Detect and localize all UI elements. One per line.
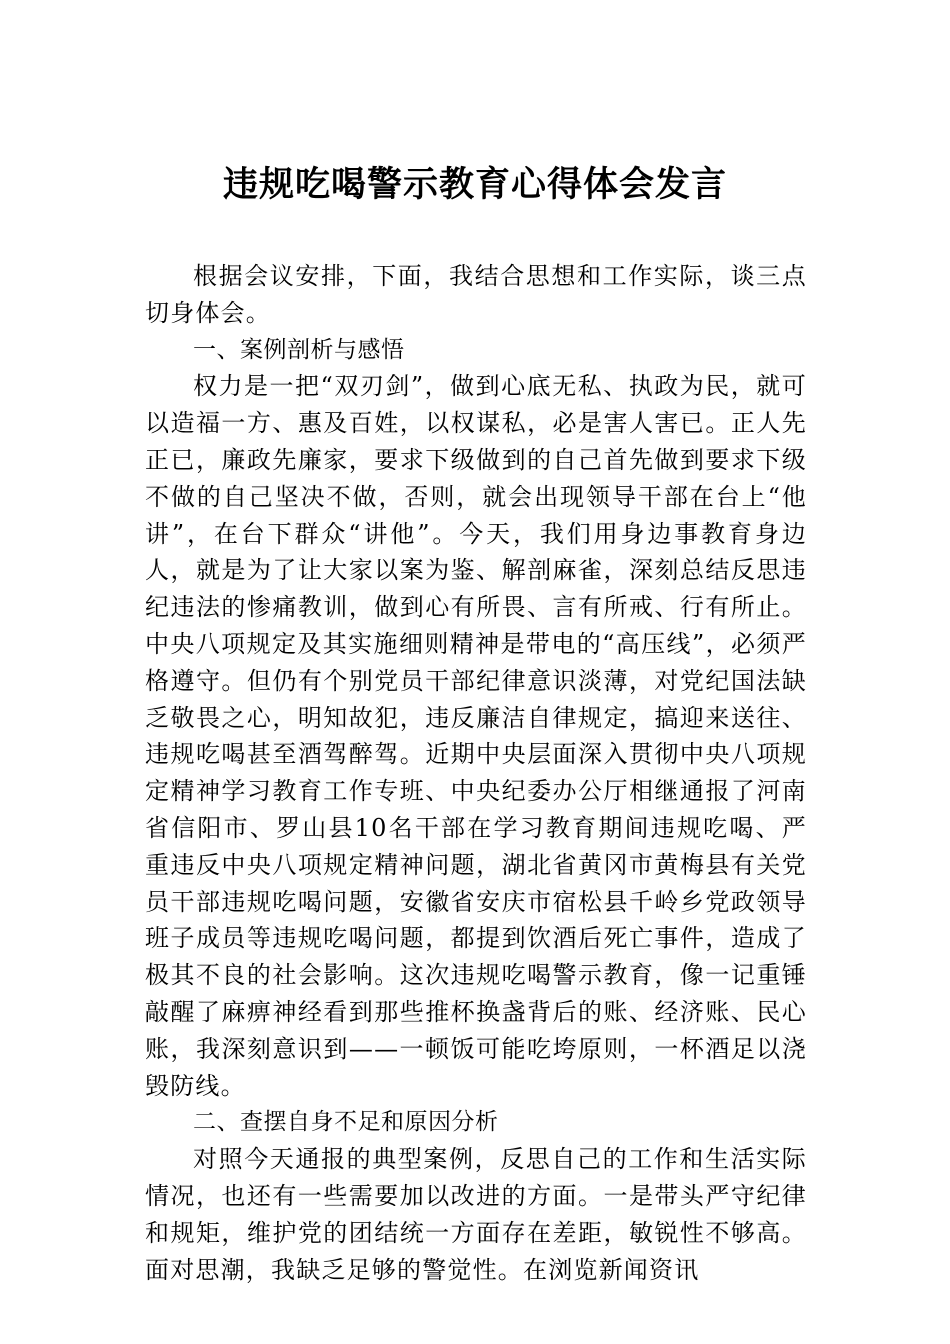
intro-paragraph: 根据会议安排，下面，我结合思想和工作实际，谈三点切身体会。 (145, 262, 807, 327)
document-title: 违规吃喝警示教育心得体会发言 (222, 164, 727, 205)
section-paragraph: 对照今天通报的典型案例，反思自己的工作和生活实际情况，也还有一些需要加以改进的方面。一是带头严守纪律和规矩，维护党的团结统一方面存在差距，敏锐性不够高。面对思潮，我缺乏足够的警觉性。在浏览新闻资讯 (145, 1145, 807, 1284)
section-heading: 二、查摆自身不足和原因分析 (193, 1109, 499, 1136)
section-heading: 一、案例剖析与感悟 (193, 336, 405, 363)
section-paragraph: 权力是一把“双刃剑”，做到心底无私、执政为民，就可以造福一方、惠及百姓，以权谋私，必是害人害已。正人先正已，廉政先廉家，要求下级做到的自己首先做到要求下级不做的自己坚决不做，否则，就会出现领导干部在台上“他讲”，在台下群众“讲他”。今天，我们用身边事教育身边人，就是为了让大家以案为鉴、解剖麻雀，深刻总结反思违纪违法的惨痛教训，做到心有所畏、言有所戒、行有所止。中央八项规定及其实施细则精神是带电的“高压线”，必须严格遵守。但仍有个别党员干部纪律意识淡薄，对党纪国法缺乏敬畏之心，明知故犯，违反廉洁自律规定，搞迎来送往、违规吃喝甚至酒驾醉驾。近期中央层面深入贯彻中央八项规定精神学习教育工作专班、中央纪委办公厅相继通报了河南省信阳市、罗山县10名干部在学习教育期间违规吃喝、严重违反中央八项规定精神问题，湖北省黄冈市黄梅县有关党员干部违规吃喝问题，安徽省安庆市宿松县千岭乡党政领导班子成员等违规吃喝问题，都提到饮酒后死亡事件，造成了极其不良的社会影响。这次违规吃喝警示教育，像一记重锤敲醒了麻痹神经看到那些推杯换盏背后的账、经济账、民心账，我深刻意识到——一顿饭可能吃垮原则，一杯酒足以浇毁防线。 (145, 372, 807, 1100)
document-body (145, 258, 807, 1288)
